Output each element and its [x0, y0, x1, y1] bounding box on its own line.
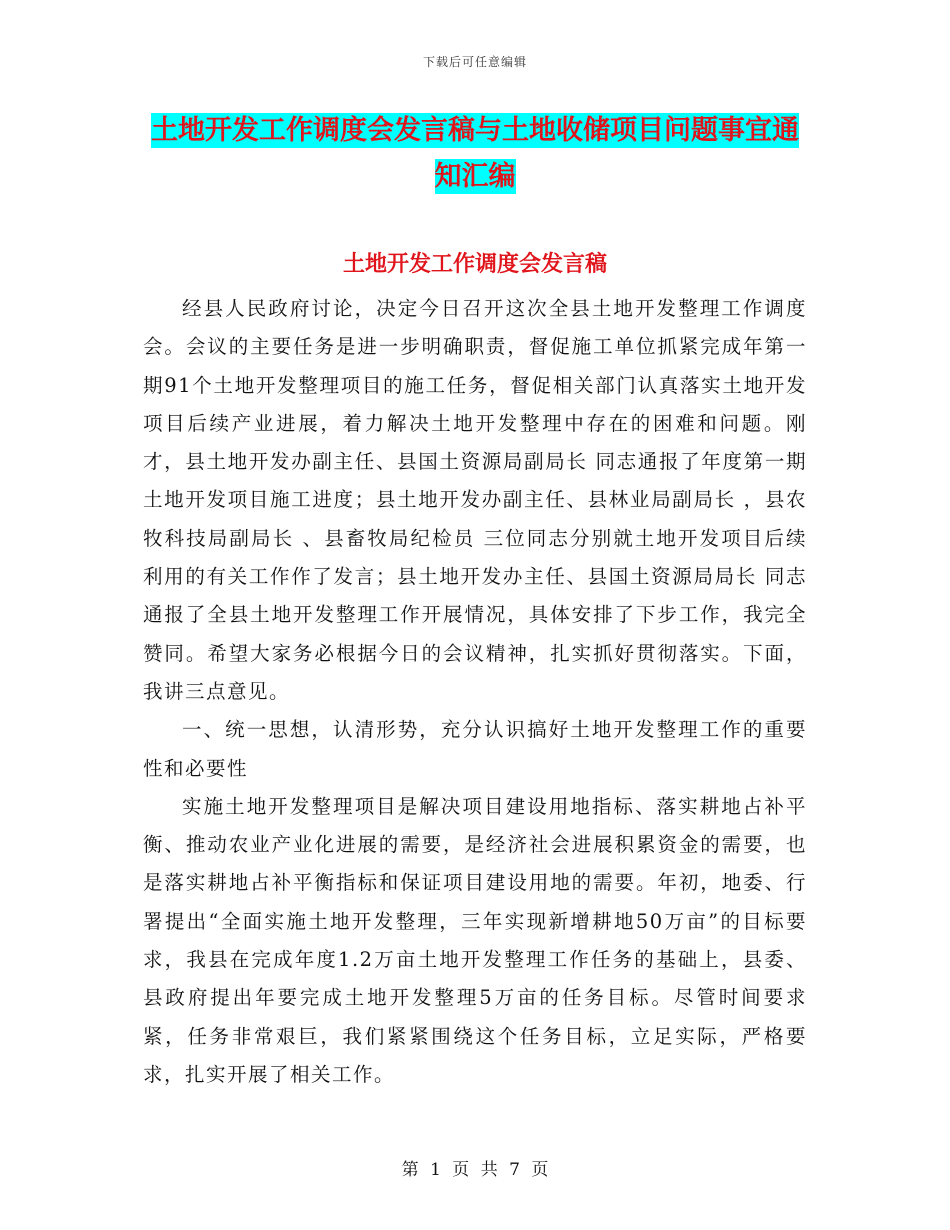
body-paragraph: 一、统一思想，认清形势，充分认识搞好土地开发整理工作的重要性和必要性: [143, 718, 807, 780]
page-header-note: 下载后可任意编辑: [422, 55, 527, 69]
section-title: 土地开发工作调度会发言稿: [342, 252, 607, 277]
document-body: [143, 290, 807, 1094]
body-paragraph: 经县人民政府讨论，决定今日召开这次全县土地开发整理工作调度会。会议的主要任务是进一步明确职责，督促施工单位抓紧完成年第一期91个土地开发整理项目的施工任务，督促相关部门认真落实土地开发项目后续产业进展，着力解决土地开发整理中存在的困难和问题。刚才，县土地开发办副主任、县国土资源局副局长 同志通报了年度第一期土地开发项目施工进度；县土地开发办副主任、县林业局副局长 ，县农牧科技局副局长 、县畜牧局纪检员 三位同志分别就土地开发项目后续利用的有关工作作了发言；县土地开发办主任、县国土资源局局长 同志通报了全县土地开发整理工作开展情况，具体安排了下步工作，我完全赞同。希望大家务必根据今日的会议精神，扎实抓好贯彻落实。下面，我讲三点意见。: [143, 297, 807, 703]
document-title: [140, 108, 810, 200]
document-title-text: 土地开发工作调度会发言稿与土地收储项目问题事宜通知汇编: [151, 115, 799, 192]
body-paragraph: 实施土地开发整理项目是解决项目建设用地指标、落实耕地占补平衡、推动农业产业化进展的需要，是经济社会进展积累资金的需要，也是落实耕地占补平衡指标和保证项目建设用地的需要。年初，地委、行署提出“全面实施土地开发整理，三年实现新增耕地50万亩”的目标要求，我县在完成年度1.2万亩土地开发整理工作任务的基础上，县委、县政府提出年要完成土地开发整理5万亩的任务目标。尽管时间要求紧，任务非常艰巨，我们紧紧围绕这个任务目标，立足实际，严格要求，扎实开展了相关工作。: [143, 794, 807, 1086]
page-number-footer: 第 1 页 共 7 页: [401, 1160, 549, 1180]
